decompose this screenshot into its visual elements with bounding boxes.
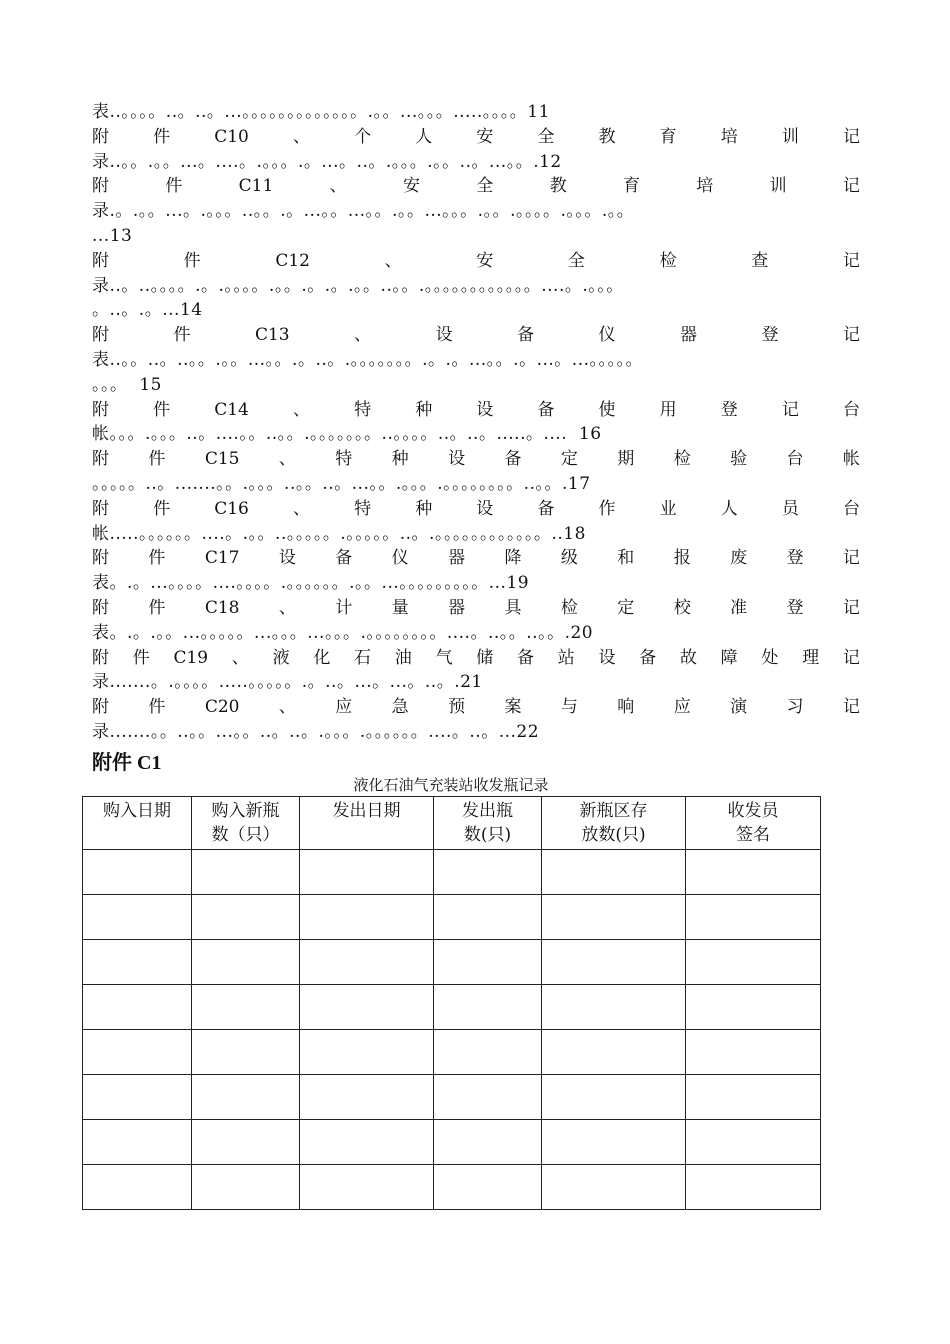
toc-entry-c17[interactable] [92, 546, 860, 571]
table-cell[interactable] [192, 1075, 300, 1120]
toc-title-char: C15 [204, 449, 240, 470]
table-cell[interactable] [83, 850, 192, 895]
table-row [83, 1075, 821, 1120]
table-cell[interactable] [686, 1075, 821, 1120]
toc-title-char: 员 [781, 498, 799, 519]
toc-title-char: 备 [639, 647, 657, 668]
toc-title-char: 安 [476, 250, 494, 271]
toc-title-char: 定 [617, 597, 635, 618]
toc-title-char: 台 [842, 399, 860, 420]
toc-title-char: 件 [148, 697, 166, 718]
toc-title-char: 气 [435, 647, 453, 668]
toc-title-char: 种 [415, 498, 433, 519]
toc-title-char: 站 [557, 647, 575, 668]
table-cell[interactable] [686, 1165, 821, 1210]
toc-title-char: 和 [617, 548, 635, 569]
toc-page-number: 20 [570, 622, 594, 643]
toc-leader: 录.。.。。...。.。。。..。。.。...。。...。。.。。...。。。.。。.。。。。.。。。.。。 [92, 201, 635, 222]
table-cell[interactable] [192, 850, 300, 895]
toc-title-char: 与 [560, 697, 578, 718]
toc-leader: 表。.。.。。...。。。。。...。。。...。。。.。。。。。。。。....。..。。..。。. [92, 622, 571, 643]
toc-page-number: 14 [179, 300, 203, 321]
table-row [83, 940, 821, 985]
table-cell[interactable] [192, 1030, 300, 1075]
toc-title-char: C10 [214, 126, 249, 147]
toc-entry-continuation: 表..。。。。..。..。...。。。。。。。。。。。。。.。。...。。。.....。。。。11 [92, 102, 550, 122]
table-cell[interactable] [542, 1030, 686, 1075]
toc-title-char: 记 [842, 176, 860, 197]
toc-title-char: 、 [384, 250, 402, 271]
header-issue-date: 发出日期 [300, 797, 434, 850]
toc-title-char: 、 [292, 498, 310, 519]
table-cell[interactable] [83, 1030, 192, 1075]
toc-title-char: 附 [92, 176, 109, 197]
toc-title-char: 备 [537, 399, 555, 420]
toc-title-char: 器 [448, 597, 466, 618]
toc-title-char: 训 [769, 176, 787, 197]
table-cell[interactable] [434, 850, 542, 895]
table-cell[interactable] [434, 940, 542, 985]
toc-title-char: 备 [504, 449, 522, 470]
toc-title-char: 件 [148, 449, 166, 470]
header-new-cylinders: 购入新瓶 数（只） [192, 797, 300, 850]
toc-title-char: 设 [476, 399, 494, 420]
table-cell[interactable] [83, 940, 192, 985]
toc-title-char: 件 [153, 399, 171, 420]
toc-page-number: 22 [516, 721, 540, 742]
toc-title-char: 急 [391, 697, 409, 718]
toc-title-char: 育 [622, 176, 640, 197]
toc-title-char: 储 [476, 647, 494, 668]
toc-page-number: 21 [460, 672, 483, 693]
toc-title-char: 记 [842, 250, 860, 271]
toc-title-char: 、 [231, 647, 249, 668]
toc-title-char: 件 [183, 250, 201, 271]
table-cell[interactable] [686, 940, 821, 985]
toc-title-char: 全 [537, 126, 555, 147]
toc-title-char: 安 [402, 176, 420, 197]
toc-page-number: 13 [109, 225, 133, 246]
toc-title-char: 业 [659, 498, 677, 519]
toc-title-char: C14 [214, 399, 249, 420]
toc-title-char: 设 [598, 647, 616, 668]
toc-title-char: 登 [720, 399, 738, 420]
toc-title-char: 记 [842, 597, 860, 618]
toc-page-number: 18 [563, 523, 586, 544]
toc-title-char: 备 [335, 548, 353, 569]
header-issued-cylinders: 发出瓶 数(只) [434, 797, 542, 850]
toc-title-char: 习 [786, 697, 804, 718]
toc-title-char: 件 [165, 176, 183, 197]
table-row [83, 850, 821, 895]
header-signature: 收发员 签名 [686, 797, 821, 850]
toc-title-char: 校 [673, 597, 691, 618]
toc-leader: 表。.。...。。。。....。。。。.。。。。。。.。。...。。。。。。。。。... [92, 573, 507, 594]
toc-title-char: 演 [730, 697, 748, 718]
toc-title-char: 、 [329, 176, 347, 197]
table-cell[interactable] [300, 895, 434, 940]
toc-entry-c12[interactable] [92, 249, 860, 274]
toc-title-char: C17 [204, 548, 240, 569]
toc-title-char: 设 [435, 325, 453, 346]
toc-title-char: 具 [504, 597, 522, 618]
table-cell[interactable] [686, 1120, 821, 1165]
toc-entry-c13[interactable] [92, 323, 860, 348]
toc-title-char: 附 [92, 399, 109, 420]
toc-title-char: 定 [560, 449, 578, 470]
section-heading: 附件 C1 [92, 752, 162, 774]
toc-page-number: 16 [578, 424, 602, 445]
toc-page-number: 12 [539, 151, 562, 172]
toc-title-char: 设 [278, 548, 296, 569]
table-cell[interactable] [83, 1075, 192, 1120]
toc-title-char: 检 [659, 250, 677, 271]
table-cell[interactable] [542, 850, 686, 895]
toc-title-char: 、 [292, 126, 310, 147]
toc-title-char: 报 [673, 548, 691, 569]
toc-page-number: 15 [139, 374, 162, 395]
toc-title-char: 台 [786, 449, 804, 470]
toc-title-char: 教 [598, 126, 616, 147]
toc-title-char: 应 [335, 697, 353, 718]
toc-leader: 录..。..。。。。.。.。。。。.。。.。.。.。。..。。.。。。。。。。。。。。。....。.。。。 [92, 275, 624, 296]
toc-page-number: 11 [527, 102, 550, 122]
toc-leader: 。。。。。..。.......。。.。。。..。。..。...。。.。。。.。。。。。。。。..。。. [92, 473, 568, 494]
toc-title-char: 全 [476, 176, 494, 197]
toc-title-char: 记 [843, 325, 860, 346]
table-row [83, 1030, 821, 1075]
toc-title-char: 检 [560, 597, 578, 618]
toc-title-char: 器 [680, 325, 698, 346]
toc-entry-c11[interactable] [92, 174, 860, 199]
table-cell[interactable] [542, 1075, 686, 1120]
table-cell[interactable] [300, 985, 434, 1030]
toc-title-char: 附 [92, 126, 109, 147]
toc-title-char: 、 [354, 325, 372, 346]
table-cell[interactable] [300, 1120, 434, 1165]
toc-title-char: C16 [214, 498, 249, 519]
table-cell[interactable] [83, 985, 192, 1030]
toc-title-char: 废 [730, 548, 748, 569]
toc-title-char: 培 [720, 126, 738, 147]
toc-title-char: 响 [617, 697, 635, 718]
toc-entry-c20[interactable] [92, 695, 860, 720]
table-cell[interactable] [434, 1120, 542, 1165]
toc-title-char: 教 [549, 176, 567, 197]
toc-title-char: 记 [842, 697, 860, 718]
toc-title-char: 准 [730, 597, 748, 618]
table-cell[interactable] [542, 940, 686, 985]
table-cell[interactable] [434, 1165, 542, 1210]
table-cell[interactable] [686, 985, 821, 1030]
table-row [83, 1120, 821, 1165]
toc-title-char: 种 [391, 449, 409, 470]
toc-title-char: 人 [720, 498, 738, 519]
toc-title-char: 仪 [598, 325, 616, 346]
toc-leader: 录.......。。..。。...。。..。..。.。。。.。。。。。。....。..。... [92, 721, 517, 742]
table-cell[interactable] [83, 895, 192, 940]
table-cell[interactable] [192, 1165, 300, 1210]
table-of-contents [92, 100, 860, 745]
header-purchase-date: 购入日期 [83, 797, 192, 850]
table-cell[interactable] [300, 1075, 434, 1120]
toc-title-char: 石 [354, 647, 372, 668]
cylinder-record-table [82, 796, 821, 1210]
toc-title-char: 附 [92, 449, 109, 470]
toc-title-char: 件 [153, 498, 171, 519]
header-stock-count: 新瓶区存 放数(只) [542, 797, 686, 850]
table-cell[interactable] [300, 940, 434, 985]
table-cell[interactable] [542, 895, 686, 940]
toc-title-char: 查 [751, 250, 769, 271]
toc-title-char: 备 [517, 325, 535, 346]
toc-title-char: 作 [598, 498, 616, 519]
toc-leader: 录.......。.。。。。.....。。。。。.。..。...。...。..。. [92, 672, 461, 693]
table-cell[interactable] [434, 895, 542, 940]
toc-title-char: 化 [313, 647, 331, 668]
toc-entry-c16[interactable] [92, 497, 860, 522]
table-cell[interactable] [542, 1165, 686, 1210]
table-cell[interactable] [192, 940, 300, 985]
toc-title-char: 量 [391, 597, 409, 618]
toc-title-char: 故 [679, 647, 697, 668]
toc-title-char: 期 [617, 449, 635, 470]
toc-title-char: 特 [354, 399, 372, 420]
toc-title-char: 备 [537, 498, 555, 519]
toc-title-char: 降 [504, 548, 522, 569]
toc-title-char: 登 [786, 548, 804, 569]
toc-title-char: C13 [254, 325, 290, 346]
toc-title-char: 培 [696, 176, 714, 197]
toc-leader: 帐。。。.。。。..。....。。..。。.。。。。。。。..。。。。..。..。.....。.... [92, 424, 568, 445]
toc-title-char: 附 [92, 548, 109, 569]
toc-title-char: 、 [292, 399, 310, 420]
table-cell[interactable] [434, 1030, 542, 1075]
toc-entry-c18[interactable] [92, 596, 860, 621]
toc-title-char: C20 [204, 697, 240, 718]
table-cell[interactable] [434, 1075, 542, 1120]
table-cell[interactable] [83, 1165, 192, 1210]
toc-title-char: 特 [335, 449, 353, 470]
toc-title-char: 件 [153, 126, 171, 147]
toc-title-char: 登 [786, 597, 804, 618]
table-cell[interactable] [686, 895, 821, 940]
toc-leader: ... [92, 225, 110, 246]
toc-title-char: 、 [278, 597, 296, 618]
toc-title-char: 帐 [842, 449, 860, 470]
table-cell[interactable] [300, 1165, 434, 1210]
toc-title-char: 件 [148, 548, 166, 569]
table-cell[interactable] [542, 1120, 686, 1165]
table-cell[interactable] [686, 1030, 821, 1075]
table-cell[interactable] [300, 1030, 434, 1075]
toc-title-char: 用 [659, 399, 677, 420]
toc-title-char: 预 [448, 697, 466, 718]
toc-title-char: 油 [394, 647, 412, 668]
toc-title-char: 使 [598, 399, 616, 420]
toc-page-number: 17 [567, 473, 591, 494]
toc-leader: 录..。。.。。...。....。.。。。.。...。..。.。。。.。。..。...。。. [92, 151, 540, 172]
toc-title-char: C18 [204, 597, 240, 618]
toc-title-char: 件 [132, 647, 150, 668]
table-header-row [83, 797, 821, 850]
toc-title-char: 训 [781, 126, 799, 147]
toc-title-char: 验 [730, 449, 748, 470]
table-cell[interactable] [300, 850, 434, 895]
toc-title-char: C11 [238, 176, 274, 197]
toc-title-char: 备 [516, 647, 534, 668]
toc-title-char: 附 [92, 697, 109, 718]
toc-entry-c19[interactable] [92, 646, 860, 671]
toc-title-char: 登 [761, 325, 779, 346]
toc-title-char: 附 [92, 647, 109, 668]
toc-title-char: 附 [92, 498, 109, 519]
toc-title-char: 台 [842, 498, 860, 519]
toc-title-char: 器 [448, 548, 466, 569]
toc-title-char: 育 [659, 126, 677, 147]
toc-title-char: 级 [560, 548, 578, 569]
table-cell[interactable] [192, 895, 300, 940]
toc-title-char: 记 [781, 399, 799, 420]
table-cell[interactable] [192, 985, 300, 1030]
toc-page-number: 19 [506, 573, 530, 594]
toc-title-char: 种 [415, 399, 433, 420]
toc-title-char: 仪 [391, 548, 409, 569]
toc-title-char: 设 [448, 449, 466, 470]
table-cell[interactable] [83, 1120, 192, 1165]
toc-title-char: 案 [504, 697, 522, 718]
toc-title-char: 附 [92, 250, 109, 271]
toc-entry-c15[interactable] [92, 447, 860, 472]
toc-title-char: 特 [354, 498, 372, 519]
toc-title-char: 设 [476, 498, 494, 519]
toc-title-char: C12 [275, 250, 310, 271]
toc-title-char: 、 [278, 449, 296, 470]
toc-title-char: 件 [173, 325, 191, 346]
toc-title-char: 计 [335, 597, 353, 618]
toc-leader: 。。。 [92, 374, 128, 395]
toc-title-char: 障 [720, 647, 738, 668]
table-cell[interactable] [192, 1120, 300, 1165]
toc-entry-c14[interactable] [92, 398, 860, 423]
toc-title-char: C19 [173, 647, 209, 668]
table-row [83, 1165, 821, 1210]
toc-title-char: 记 [842, 647, 860, 668]
table-cell[interactable] [686, 850, 821, 895]
toc-title-char: 处 [761, 647, 779, 668]
toc-title-char: 安 [476, 126, 494, 147]
toc-title-char: 全 [567, 250, 585, 271]
table-row [83, 895, 821, 940]
toc-title-char: 记 [842, 126, 860, 147]
toc-title-char: 检 [673, 449, 691, 470]
toc-title-char: 件 [148, 597, 166, 618]
toc-entry-c10[interactable] [92, 125, 860, 150]
table-cell[interactable] [434, 985, 542, 1030]
toc-leader: 表..。。..。..。。.。。...。。.。..。.。。。。。。。.。.。...。。.。...。...。。。。。 [92, 349, 643, 370]
toc-title-char: 人 [415, 126, 433, 147]
toc-title-char: 理 [802, 647, 820, 668]
toc-leader: 。..。.。... [92, 300, 180, 321]
toc-title-char: 附 [92, 597, 109, 618]
toc-title-char: 、 [278, 697, 296, 718]
toc-title-char: 液 [272, 647, 290, 668]
toc-title-char: 附 [92, 325, 109, 346]
table-cell[interactable] [542, 985, 686, 1030]
toc-title-char: 个 [354, 126, 372, 147]
toc-leader: 帐.....。。。。。。....。.。。..。。。。。.。。。。。..。.。。。。。。。。。。。。.. [92, 523, 564, 544]
table-caption: 液化石油气充装站收发瓶记录 [353, 776, 549, 794]
toc-title-char: 记 [842, 548, 860, 569]
table-row [83, 985, 821, 1030]
toc-title-char: 应 [673, 697, 691, 718]
